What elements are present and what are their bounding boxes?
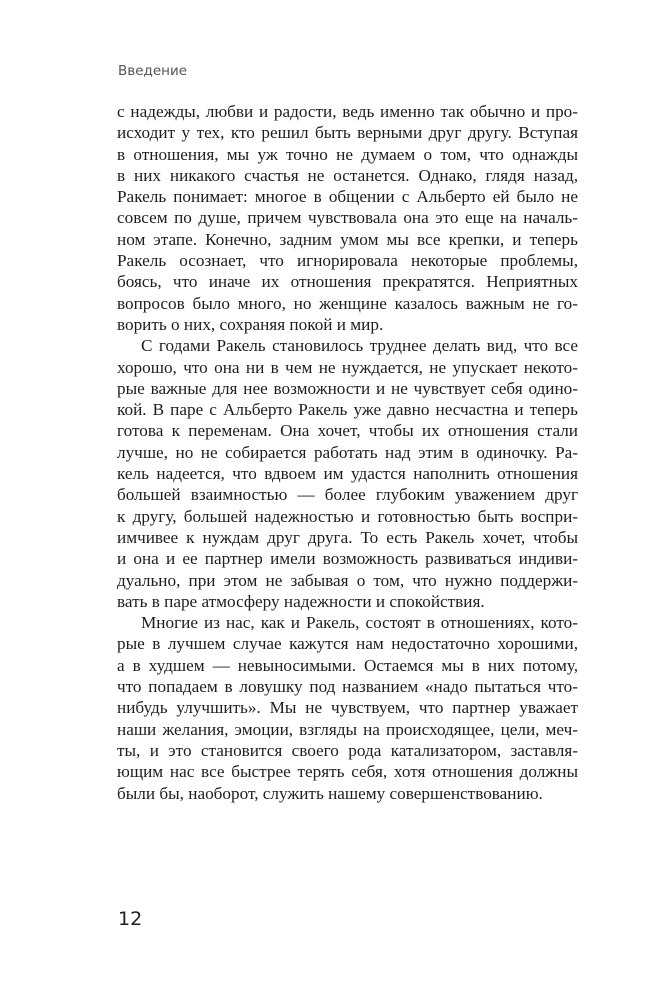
text-line: а в худшем — невыносимыми. Остаемся мы в них потому, bbox=[117, 655, 578, 675]
page-number: 12 bbox=[118, 908, 143, 930]
paragraph bbox=[117, 335, 578, 612]
text-line: в них никакого счастья не останется. Однако, глядя назад, bbox=[117, 165, 578, 185]
body-text bbox=[117, 101, 578, 804]
text-line: кель надеется, что вдвоем им удастся наполнить отношения bbox=[117, 464, 578, 484]
text-line: готова к переменам. Она хочет, чтобы их отношения стали bbox=[117, 421, 578, 441]
text-line: боясь, что иначе их отношения прекратятся. Неприятных bbox=[117, 272, 578, 292]
text-line: и она и ее партнер имели возможность развиваться индиви- bbox=[117, 549, 578, 569]
text-line: рые важные для нее возможности и не чувствует себя одино- bbox=[117, 378, 578, 398]
text-line: вопросов было много, но женщине казалось важным не го- bbox=[117, 293, 578, 313]
text-line: ворить о них, сохраняя покой и мир. bbox=[117, 314, 384, 334]
text-line: в отношения, мы уж точно не думаем о том, что однажды bbox=[117, 144, 578, 164]
text-line: ты, и это становится своего рода катализатором, заставля- bbox=[117, 740, 578, 760]
text-line: лучше, но не собирается работать над этим в одиночку. Ра- bbox=[117, 442, 578, 462]
text-line: дуально, при этом не забывая о том, что нужно поддержи- bbox=[117, 570, 578, 590]
text-line: что попадаем в ловушку под названием «надо пытаться что- bbox=[117, 677, 578, 697]
paragraph bbox=[117, 612, 578, 804]
text-line: Многие из нас, как и Ракель, состоят в отношениях, кото- bbox=[141, 613, 578, 633]
text-line: совсем по душе, причем чувствовала она это еще на началь- bbox=[117, 208, 578, 228]
text-line: С годами Ракель становилось труднее делать вид, что все bbox=[141, 336, 578, 356]
text-line: хорошо, что она ни в чем не нуждается, не упускает некото- bbox=[117, 357, 578, 377]
text-line: ном этапе. Конечно, задним умом мы все крепки, и теперь bbox=[117, 229, 578, 249]
text-line: с надежды, любви и радости, ведь именно так обычно и про- bbox=[117, 102, 578, 121]
text-line: исходит у тех, кто решил быть верными друг другу. Вступая bbox=[117, 123, 578, 143]
text-line: большей взаимностью — более глубоким уважением друг bbox=[117, 485, 578, 505]
text-line: имчивее к нуждам друг друга. То есть Ракель хочет, чтобы bbox=[117, 527, 578, 547]
text-line: наши желания, эмоции, взгляды на происходящее, цели, меч- bbox=[117, 719, 578, 739]
text-line: кой. В паре с Альберто Ракель уже давно несчастна и теперь bbox=[117, 400, 578, 420]
text-line: нибудь улучшить». Мы не чувствуем, что партнер уважает bbox=[117, 698, 578, 718]
text-line: Ракель понимает: многое в общении с Альберто ей было не bbox=[117, 187, 578, 207]
running-head: Введение bbox=[118, 63, 188, 79]
paragraph bbox=[117, 101, 578, 335]
text-line: ющим нас все быстрее терять себя, хотя отношения должны bbox=[117, 762, 578, 782]
text-line: рые в лучшем случае кажутся нам недостаточно хорошими, bbox=[117, 634, 578, 654]
text-line: были бы, наоборот, служить нашему совершенствованию. bbox=[117, 783, 543, 803]
text-line: Ракель осознает, что игнорировала некоторые проблемы, bbox=[117, 251, 578, 271]
text-line: вать в паре атмосферу надежности и спокойствия. bbox=[117, 591, 485, 611]
text-line: к другу, большей надежностью и готовностью быть воспри- bbox=[117, 506, 578, 526]
